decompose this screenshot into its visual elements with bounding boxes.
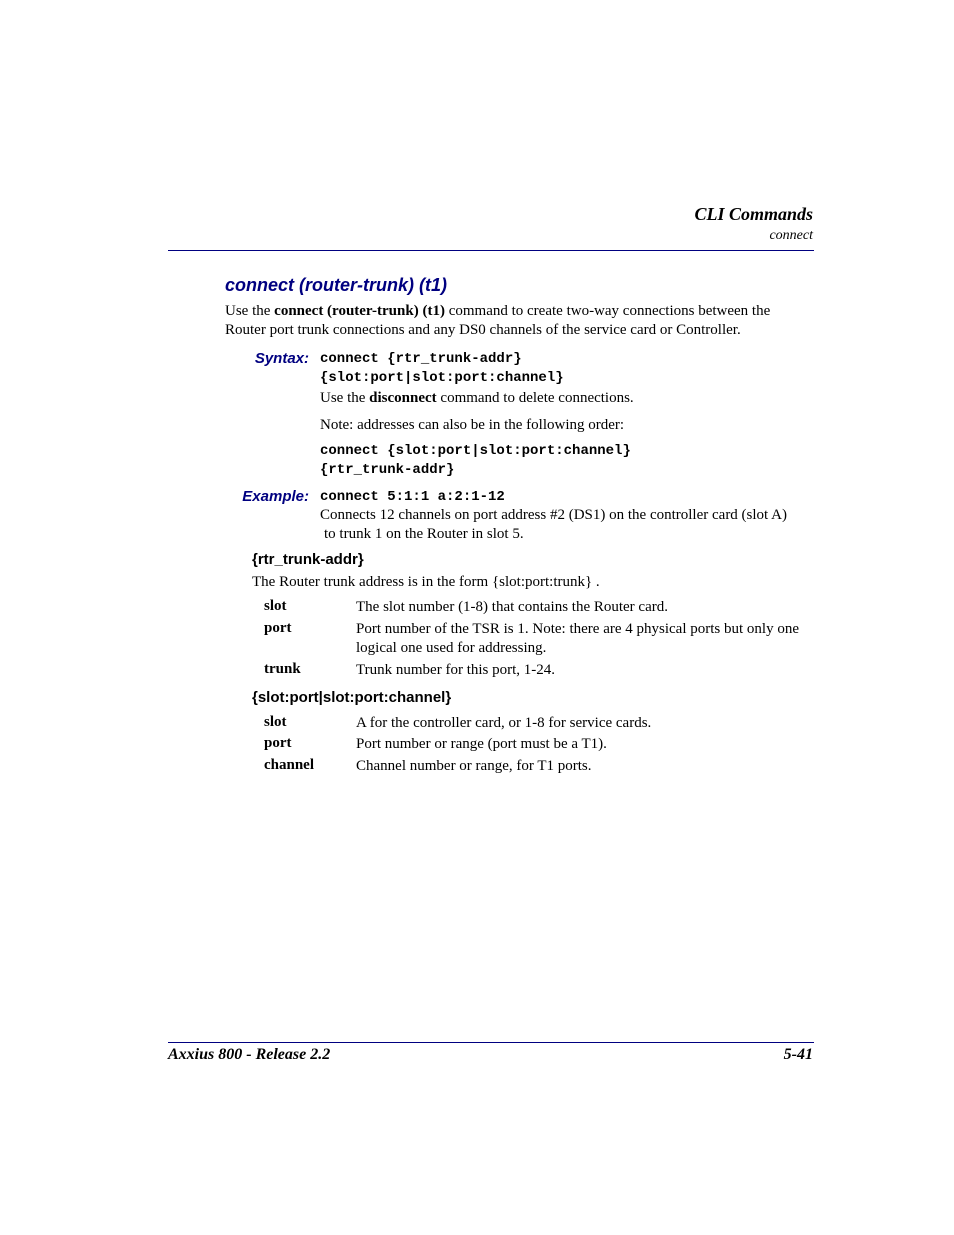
term-slot-2: slot <box>264 714 287 730</box>
syntax-label: Syntax: <box>254 350 309 367</box>
term-channel: channel <box>264 757 315 773</box>
syntax-line-1: connect {rtr_trunk-addr} <box>320 351 522 367</box>
section-title: connect (router-trunk) (t1) <box>225 275 447 295</box>
intro-command-name: connect (router-trunk) (t1) <box>274 303 445 319</box>
example-description-line1: Connects 12 channels on port address #2 (DS1) on the controller card (slot A) <box>320 507 787 523</box>
definition-port-2: Port number or range (port must be a T1). <box>356 736 607 752</box>
intro-text-2: command to create two-way connections between the <box>444 303 771 319</box>
header-rule <box>168 250 814 251</box>
running-header-title: CLI Commands <box>694 204 813 224</box>
intro-text-line2: Router port trunk connections and any DS0 channels of the service card or Controller. <box>225 322 741 338</box>
definition-trunk: Trunk number for this port, 1-24. <box>356 662 556 678</box>
syntax-use-note <box>320 389 634 408</box>
definition-port: Port number of the TSR is 1. Note: there are 4 physical ports but only one logical one used for addressing. <box>356 621 799 656</box>
syntax-alt-line-2: {rtr_trunk-addr} <box>320 462 455 478</box>
example-command: connect 5:1:1 a:2:1-12 <box>320 489 505 505</box>
syntax-use-disconnect: disconnect <box>369 390 437 406</box>
syntax-line-2: {slot:port|slot:port:channel} <box>320 370 564 386</box>
footer-document-title: Axxius 800 - Release 2.2 <box>168 1046 331 1063</box>
intro-text-1: Use the <box>225 303 275 319</box>
rtr-trunk-intro: The Router trunk address is in the form {slot:port:trunk} . <box>252 574 600 590</box>
footer-page-number: 5-41 <box>783 1046 813 1063</box>
intro-paragraph <box>225 302 825 340</box>
slot-port-channel-heading: {slot:port|slot:port:channel} <box>252 689 452 706</box>
example-label: Example: <box>242 488 309 505</box>
footer-rule <box>168 1042 814 1043</box>
rtr-trunk-heading: {rtr_trunk-addr} <box>252 551 364 568</box>
term-port: port <box>264 620 292 636</box>
syntax-use-text-1: Use the <box>320 390 370 406</box>
definition-slot-2: A for the controller card, or 1-8 for service cards. <box>356 715 652 731</box>
syntax-alt-line-1: connect {slot:port|slot:port:channel} <box>320 443 631 459</box>
syntax-order-note: Note: addresses can also be in the following order: <box>320 417 625 433</box>
syntax-use-text-2: command to delete connections. <box>436 390 634 406</box>
term-trunk: trunk <box>264 661 301 677</box>
definition-channel: Channel number or range, for T1 ports. <box>356 758 592 774</box>
term-slot: slot <box>264 598 287 614</box>
term-port-2: port <box>264 735 292 751</box>
example-description-line2: to trunk 1 on the Router in slot 5. <box>324 526 524 542</box>
definition-slot: The slot number (1-8) that contains the Router card. <box>356 599 668 615</box>
running-header-subtitle: connect <box>769 228 813 243</box>
